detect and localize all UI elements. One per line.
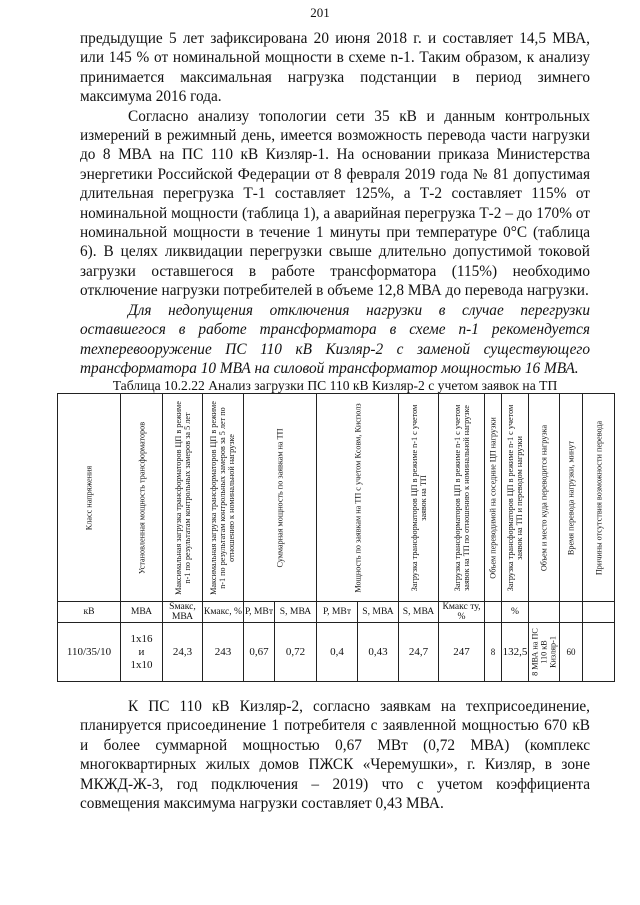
unit-cell: S, МВА (275, 602, 317, 623)
unit-cell (485, 602, 502, 623)
load-analysis-table (57, 393, 615, 682)
header-cell: Максимальная загрузка трансформаторов ЦП в режиме n-1 по результатам контрольных замеров за 5 лет по отношению к номинальной нагрузке (203, 394, 244, 602)
unit-cell: Кмакс, % (203, 602, 244, 623)
unit-cell: Р, МВт (244, 602, 275, 623)
unit-cell: Sмакс, МВА (163, 602, 203, 623)
header-cell: Загрузка трансформаторов ЦП в режиме n-1 с учетом заявок на ТП (399, 394, 439, 602)
cell-p-sum: 0,67 (244, 623, 275, 682)
header-cell: Время перевода нагрузки, минут (560, 394, 583, 602)
table-row (58, 623, 615, 682)
cell-k-load: 247 (439, 623, 485, 682)
cell-transfer: 8 (485, 623, 502, 682)
body-text-bottom (80, 697, 590, 813)
table-header-row (58, 394, 615, 602)
cell-k-max: 243 (203, 623, 244, 682)
header-cell: Объем переводимой на соседние ЦП нагрузки (485, 394, 502, 602)
unit-cell: % (502, 602, 529, 623)
header-cell: Суммарная мощность по заявкам на ТП (244, 394, 317, 602)
unit-cell (583, 602, 615, 623)
paragraph-continuation: предыдущие 5 лет зафиксирована 20 июня 2018 г. и составляет 14,5 МВА, или 145 % от номинальной мощности в схеме n-1. Таким образом, к анализу принимается максимальная нагрузка подстанции в период зимнего максимума 2016 года. (80, 30, 590, 106)
cell-s-max: 24,3 (163, 623, 203, 682)
unit-cell: Кмакс ту, % (439, 602, 485, 623)
cell-voltage: 110/35/10 (58, 623, 121, 682)
cell-s-k: 0,43 (358, 623, 399, 682)
cell-capacity: 1x16 и 1x10 (121, 623, 163, 682)
paragraph-recommendation: Для недопущения отключения нагрузки в случае перегрузки оставшегося в работе трансформатора в схеме n-1 рекомендуется техперевооружение ПС 110 кВ Кизляр-2 с заменой существующего трансформатора 10 МВА на силовой трансформатор мощностью 16 МВА. (80, 301, 590, 377)
unit-cell: кВ (58, 602, 121, 623)
table-units-row (58, 602, 615, 623)
cell-transfer-time: 60 (560, 623, 583, 682)
header-cell: Причины отсутствия возможности перевода (583, 394, 615, 602)
cell-transfer-place: 8 МВА на ПС 110 кВ Кизляр-1 (529, 623, 560, 682)
header-cell: Загрузка трансформаторов ЦП в режиме n-1 с учетом заявок на ТП и переводом нагрузки (502, 394, 529, 602)
cell-k-after: 132,5 (502, 623, 529, 682)
unit-cell (529, 602, 560, 623)
unit-cell: S, МВА (399, 602, 439, 623)
header-cell: Мощность по заявкам на ТП с учетом Ксовм, Кисполз (317, 394, 399, 602)
unit-cell: МВА (121, 602, 163, 623)
cell-s-sum: 0,72 (275, 623, 317, 682)
cell-p-k: 0,4 (317, 623, 358, 682)
header-cell: Объем и место куда переводится нагрузка (529, 394, 560, 602)
page-number: 201 (310, 5, 330, 20)
cell-s-load: 24,7 (399, 623, 439, 682)
paragraph-network-analysis: Согласно анализу топологии сети 35 кВ и данным контрольных измерений в режимный день, имеется возможность перевода части нагрузки до 8 МВА на ПС 110 кВ Кизляр-1. На основании приказа Министерства энергетики Российской Федерации от 8 февраля 2019 года № 81 допустимая длительная перегрузка Т-1 составляет 125%, а Т-2 составляет 115% от номинальной мощности (таблица 1), а аварийная перегрузка Т-2 – до 170% от номинальной мощности в течение 1 минуты при температуре 0°С (таблица 6). В целях ликвидации перегрузки свыше длительно допустимой токовой загрузки оставшегося в работе трансформатора (115%) необходимо отключение нагрузки потребителей в объеме 12,8 МВА до перевода нагрузки. (80, 107, 590, 300)
unit-cell (560, 602, 583, 623)
unit-cell: Р, МВт (317, 602, 358, 623)
header-cell: Установленная мощность трансформаторов (121, 394, 163, 602)
header-cell: Максимальная загрузка трансформаторов ЦП в режиме n-1 по результатам контрольных замеров за 5 лет (163, 394, 203, 602)
header-cell: Загрузка трансформаторов ЦП в режиме n-1 с учетом заявок на ТП по отношению к номинальной нагрузке (439, 394, 485, 602)
header-cell: Класс напряжения (58, 394, 121, 602)
table-caption: Таблица 10.2.22 Анализ загрузки ПС 110 кВ Кизляр-2 с учетом заявок на ТП (112, 378, 558, 393)
paragraph-connection-requests: К ПС 110 кВ Кизляр-2, согласно заявкам на техприсоединение, планируется присоединение 1 потребителя с заявленной мощностью 670 кВ и более суммарной мощностью 0,67 МВт (0,72 МВА) (комплекс многоквартирных жилых домов ПЖСК «Черемушки», г. Кизляр, в зоне МКЖД-Ж-3, год подключения – 2019) что с учетом коэффициента совмещения максимума нагрузки составляет 0,43 МВА. (80, 698, 590, 813)
unit-cell: S, МВА (358, 602, 399, 623)
cell-reasons (583, 623, 615, 682)
body-text-top (80, 29, 590, 378)
